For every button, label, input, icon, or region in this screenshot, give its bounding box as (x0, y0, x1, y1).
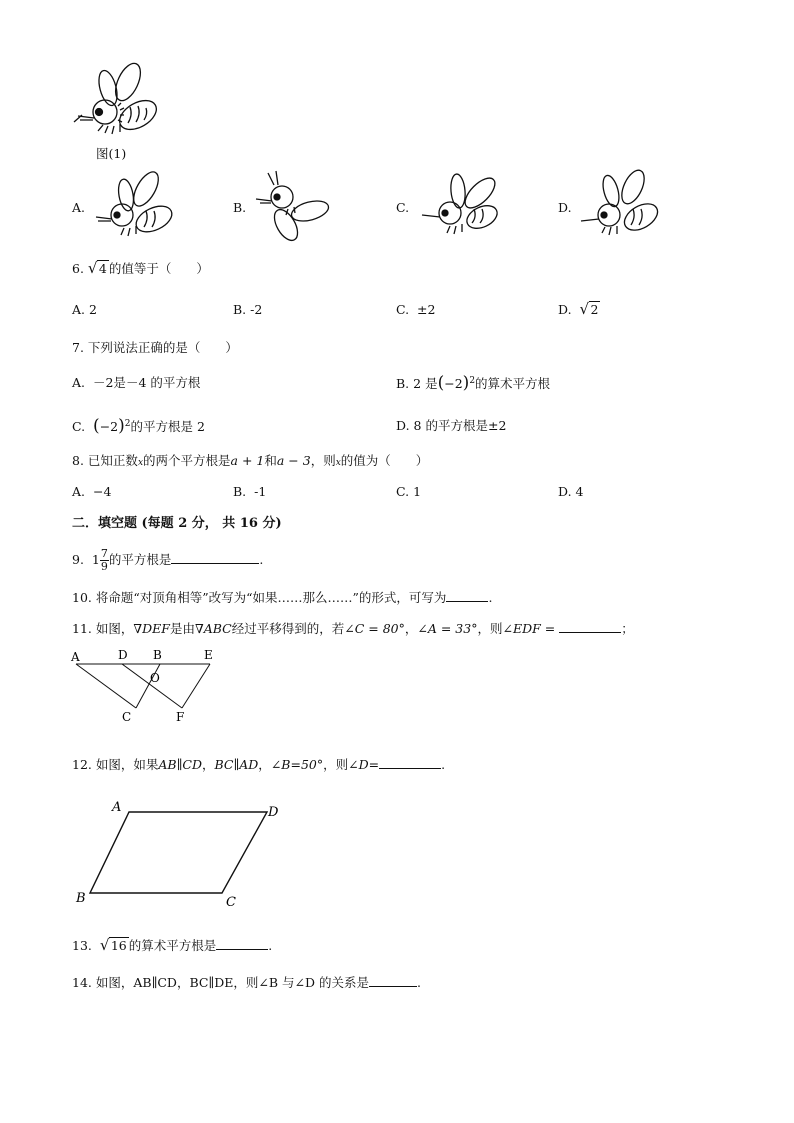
bee-figure-1 (68, 60, 168, 145)
q6-option-a: A. 2 (72, 302, 97, 317)
q12-point-d: D (268, 805, 279, 820)
q9-whole: 1 (91, 552, 100, 567)
q5-option-d-label: D. (558, 200, 572, 215)
q6-radical: √ 4 (87, 259, 107, 277)
q12-parallelogram (70, 796, 290, 911)
bee-option-b (248, 165, 338, 245)
q12-point-b: B (76, 891, 86, 906)
q12-point-a: A (112, 800, 122, 815)
q7-option-d: D. 8 的平方根是±2 (396, 418, 507, 433)
q14: 14. 如图，AB∥CD，BC∥DE，则∠B 与∠D 的关系是 . (72, 975, 421, 990)
bee-option-a (88, 165, 178, 245)
q9-answer-blank[interactable] (171, 551, 259, 564)
q6-option-d: D. √ 2 (558, 300, 599, 318)
q7-option-b: B. 2 是$(-2)^2$的算术平方根 (396, 373, 551, 394)
q8-option-d: D. 4 (558, 484, 584, 499)
q7-stem: 7. 下列说法正确的是（ ） (72, 340, 238, 355)
q7-option-c: C. $(-2)^2$的平方根是 2 (72, 416, 205, 437)
q5-option-a-label: A. (72, 200, 86, 215)
q6-text: 的值等于（ ） (108, 261, 209, 276)
q12-answer-blank[interactable] (379, 756, 441, 769)
q12-point-c: C (226, 895, 236, 910)
q8-stem: 8. 已知正数x的两个平方根是a + 1和a − 3，则x的值为（ ） (72, 453, 429, 468)
q5-option-c-label: C. (396, 200, 410, 215)
q5-option-b-label: B. (233, 200, 247, 215)
q11-point-a: A (71, 650, 80, 664)
q11-point-e: E (204, 648, 213, 662)
q10: 10. 将命题“对顶角相等”改写为“如果……那么……”的形式，可写为 . (72, 590, 493, 605)
section-2-title: 二．填空题 (每题 2 分， 共 16 分) (72, 516, 282, 531)
q8-option-b: B. -1 (233, 484, 267, 499)
q12: 12. 如图，如果AB∥CD，BC∥AD，∠B=50°，则∠D= . (72, 757, 446, 772)
q9: 9. 1 $\frac{7}{9}$ 的平方根是 . (72, 547, 264, 573)
q11-point-o: O (150, 671, 160, 685)
q11-point-c: C (122, 710, 132, 724)
q13-radical: √ 16 (99, 936, 127, 954)
q11-point-b: B (153, 648, 162, 662)
q6-stem (72, 261, 209, 277)
q6-radicand: 4 (98, 261, 107, 276)
q6-number: 6. (72, 261, 84, 276)
bee-option-c (410, 165, 505, 245)
q6-option-c: C. ±2 (396, 302, 436, 317)
q10-answer-blank[interactable] (446, 589, 488, 602)
q11: 11. 如图，∇DEF是由∇ABC经过平移得到的，若∠C = 80°，∠A = 33°，则∠EDF = ； (72, 621, 634, 636)
q8-option-a: A. −4 (72, 484, 112, 499)
q11-diagram (64, 644, 234, 729)
q13: 13. √ 16 的算术平方根是 . (72, 936, 273, 954)
q6-option-b: B. -2 (233, 302, 263, 317)
figure-1-caption: 图(1) (96, 146, 127, 161)
q11-answer-blank[interactable] (559, 620, 621, 633)
q14-answer-blank[interactable] (369, 974, 417, 987)
q11-point-f: F (176, 710, 185, 724)
q11-point-d: D (118, 648, 128, 662)
q9-fraction: $\frac{7}{9}$ (100, 547, 108, 573)
q8-option-c: C. 1 (396, 484, 422, 499)
bee-option-d (575, 165, 670, 245)
q7-option-a: A. －2是－4 的平方根 (72, 375, 201, 390)
q13-answer-blank[interactable] (216, 937, 268, 950)
